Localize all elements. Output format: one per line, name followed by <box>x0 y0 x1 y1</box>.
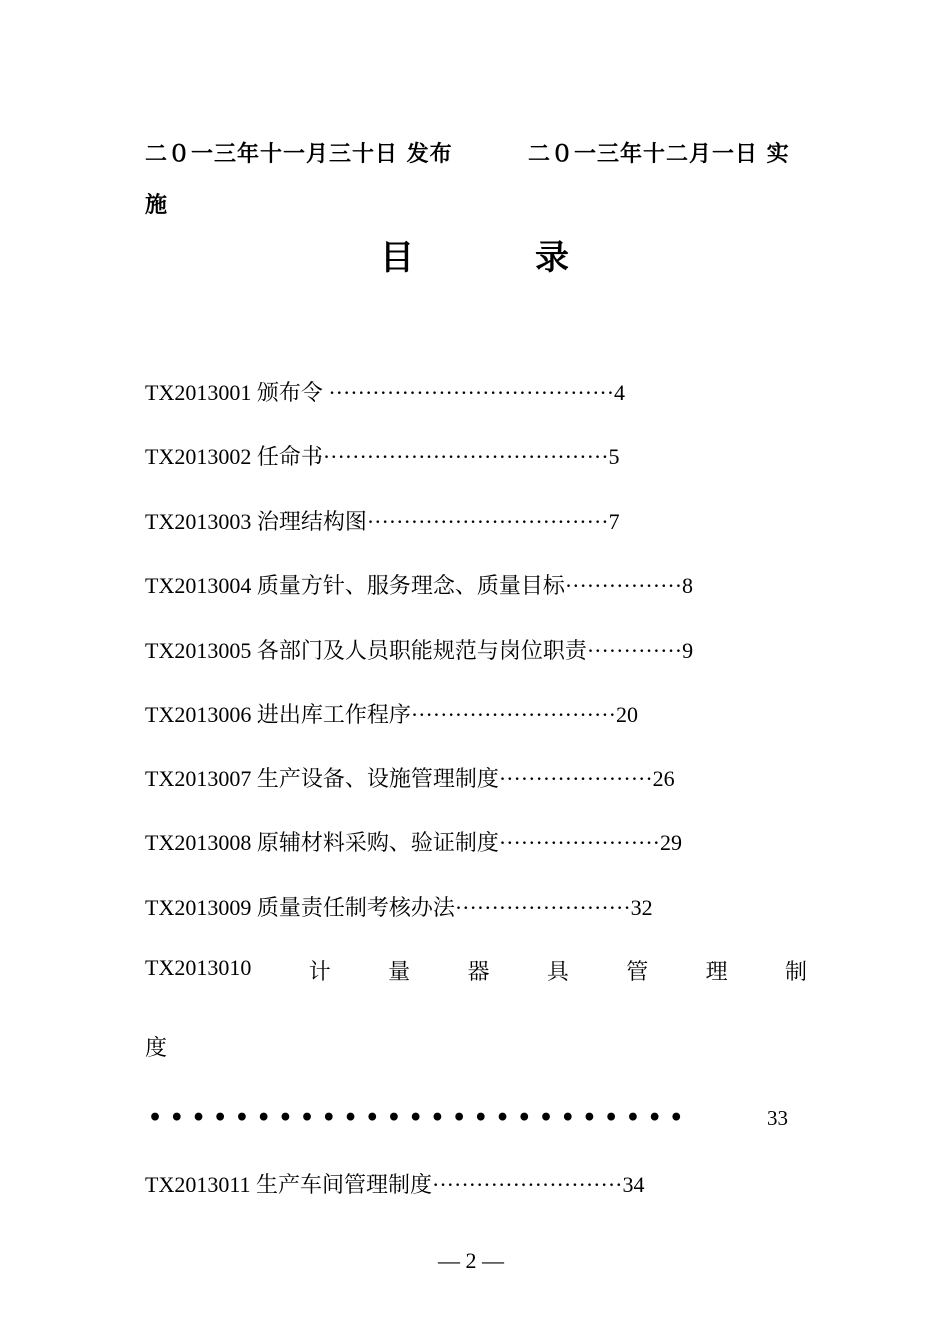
toc-entry-1[interactable]: TX2013001 颁布令 ·······································4 <box>145 380 626 405</box>
toc-entry-10-char: 理 <box>705 959 728 984</box>
toc-entry-10-page: 33 <box>767 1106 788 1130</box>
toc-entry-10-char: 计 <box>308 959 331 984</box>
toc-entry-5[interactable]: TX2013005 各部门及人员职能规范与岗位职责·············9 <box>145 638 694 663</box>
toc-title-char-1: 目 <box>380 238 414 278</box>
toc-entry-10-char: 器 <box>467 959 490 984</box>
toc-entry-9[interactable]: TX2013009 质量责任制考核办法························32 <box>145 895 653 920</box>
toc-entry-11[interactable]: TX2013011 生产车间管理制度··························34 <box>145 1172 645 1197</box>
page-number: — 2 — <box>438 1248 504 1273</box>
publish-date: 二０一三年十一月三十日 发布 <box>145 141 453 167</box>
toc-entry-10-char: 量 <box>388 959 411 984</box>
toc-entry-3[interactable]: TX2013003 治理结构图·································7 <box>145 509 620 534</box>
effective-date-wrap: 施 <box>145 192 169 218</box>
toc-entry-7[interactable]: TX2013007 生产设备、设施管理制度·····················26 <box>145 766 675 791</box>
toc-entry-6[interactable]: TX2013006 进出库工作程序····························20 <box>145 702 638 727</box>
toc-entry-10-code: TX2013010 <box>145 955 252 980</box>
toc-entry-10-char: 管 <box>626 959 649 984</box>
toc-entry-10-wrap: 度 <box>145 1035 168 1060</box>
toc-title-char-2: 录 <box>535 238 569 278</box>
toc-entry-10[interactable] <box>145 955 807 986</box>
toc-entry-2[interactable]: TX2013002 任命书·······································5 <box>145 444 620 469</box>
toc-entry-4[interactable]: TX2013004 质量方针、服务理念、质量目标················8 <box>145 573 694 598</box>
toc-entry-10-char: 制 <box>784 959 807 984</box>
toc-entry-8[interactable]: TX2013008 原辅材料采购、验证制度······················29 <box>145 830 683 855</box>
effective-date: 二０一三年十二月一日 实 <box>528 141 790 167</box>
toc-entry-10-char: 具 <box>546 959 569 984</box>
toc-entry-10-leader: • • • • • • • • • • • • • • • • • • • • • • • • • <box>148 1105 684 1131</box>
